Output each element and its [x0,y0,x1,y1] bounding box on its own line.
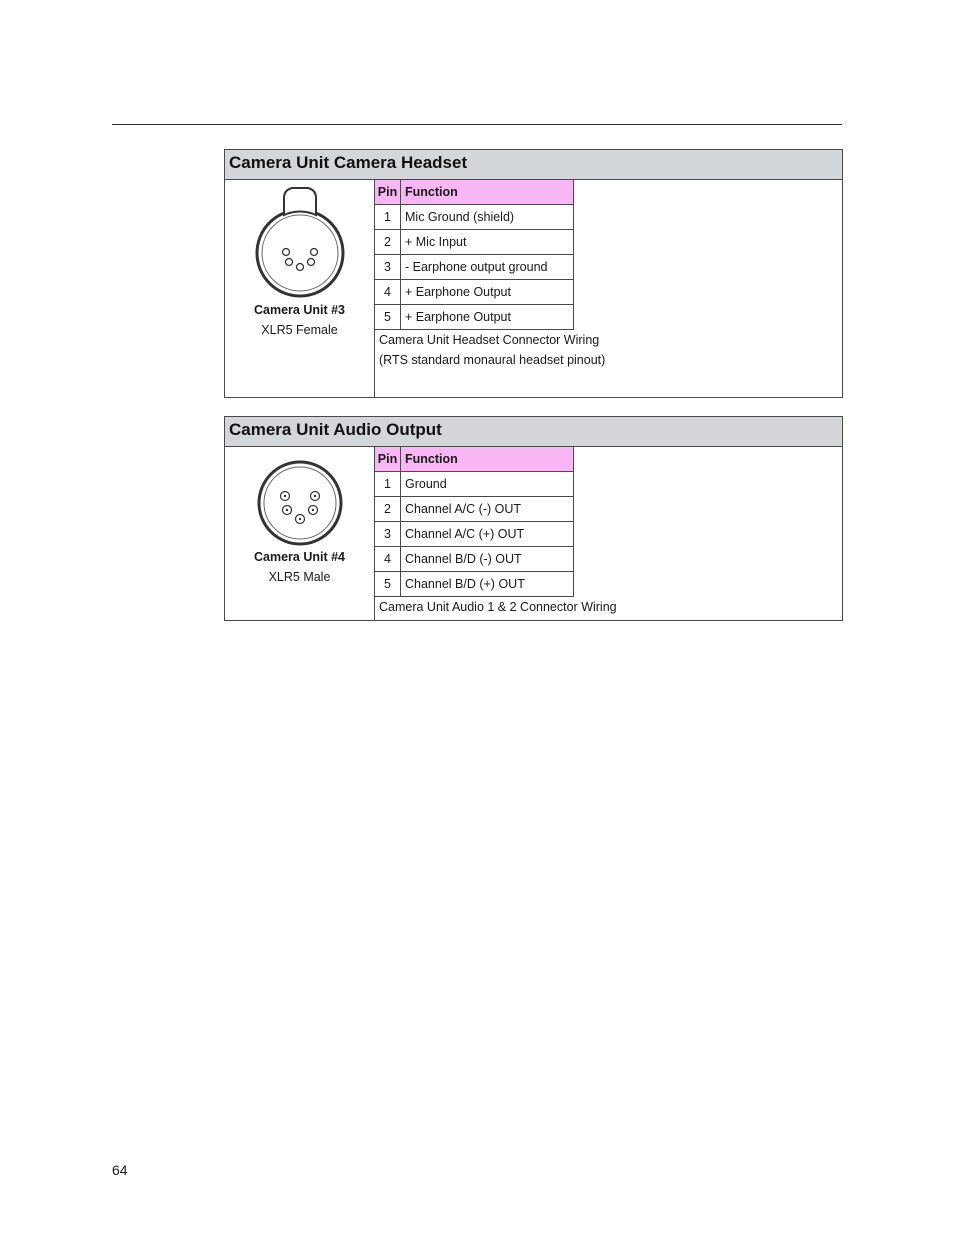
table-row [375,472,574,497]
pin-header: Pin [375,447,401,472]
pin-function: Channel B/D (+) OUT [401,572,574,597]
pin-number: 3 [375,522,401,547]
connector-type: XLR5 Male [268,570,331,584]
table-row [375,522,574,547]
table-row [375,305,574,330]
pin-function: Channel B/D (-) OUT [401,547,574,572]
table-row [375,572,574,597]
top-rule [112,124,842,125]
caption-line: Camera Unit Headset Connector Wiring [379,333,600,347]
connector-name: Camera Unit #3 [253,303,345,317]
section-audio-output [224,416,843,621]
pin-function: Channel A/C (+) OUT [401,522,574,547]
pin-number: 1 [375,472,401,497]
connector-type: XLR5 Female [261,323,338,337]
xlr5-male-icon [250,447,350,547]
pin-number: 2 [375,497,401,522]
section-title: Camera Unit Audio Output [225,417,842,447]
connector-cell [225,447,375,620]
table-row [375,205,574,230]
wiring-caption [375,330,842,370]
pin-number: 3 [375,255,401,280]
pinout-table [375,447,574,597]
table-row [375,255,574,280]
table-row [375,280,574,305]
function-header: Function [401,447,574,472]
pin-number: 4 [375,547,401,572]
xlr5-female-icon [250,180,350,300]
pinout-cell [375,447,842,620]
pin-number: 5 [375,305,401,330]
table-row [375,497,574,522]
connector-name: Camera Unit #4 [253,550,345,564]
caption-line: Camera Unit Audio 1 & 2 Connector Wiring [379,600,617,614]
pin-number: 4 [375,280,401,305]
pin-function: Ground [401,472,574,497]
pin-number: 5 [375,572,401,597]
pin-function: + Earphone Output [401,280,574,305]
pin-function: + Mic Input [401,230,574,255]
section-title: Camera Unit Camera Headset [225,150,842,180]
pin-function: + Earphone Output [401,305,574,330]
table-header-row [375,180,574,205]
pin-function: - Earphone output ground [401,255,574,280]
pin-number: 1 [375,205,401,230]
table-header-row [375,447,574,472]
pin-number: 2 [375,230,401,255]
table-row [375,230,574,255]
pin-function: Mic Ground (shield) [401,205,574,230]
section-camera-headset [224,149,843,398]
wiring-caption [375,597,842,617]
table-row [375,547,574,572]
connector-cell [225,180,375,397]
pin-header: Pin [375,180,401,205]
pinout-table [375,180,574,330]
page-number: 64 [112,1162,128,1178]
pin-function: Channel A/C (-) OUT [401,497,574,522]
function-header: Function [401,180,574,205]
caption-line: (RTS standard monaural headset pinout) [379,353,606,367]
pinout-cell [375,180,842,397]
